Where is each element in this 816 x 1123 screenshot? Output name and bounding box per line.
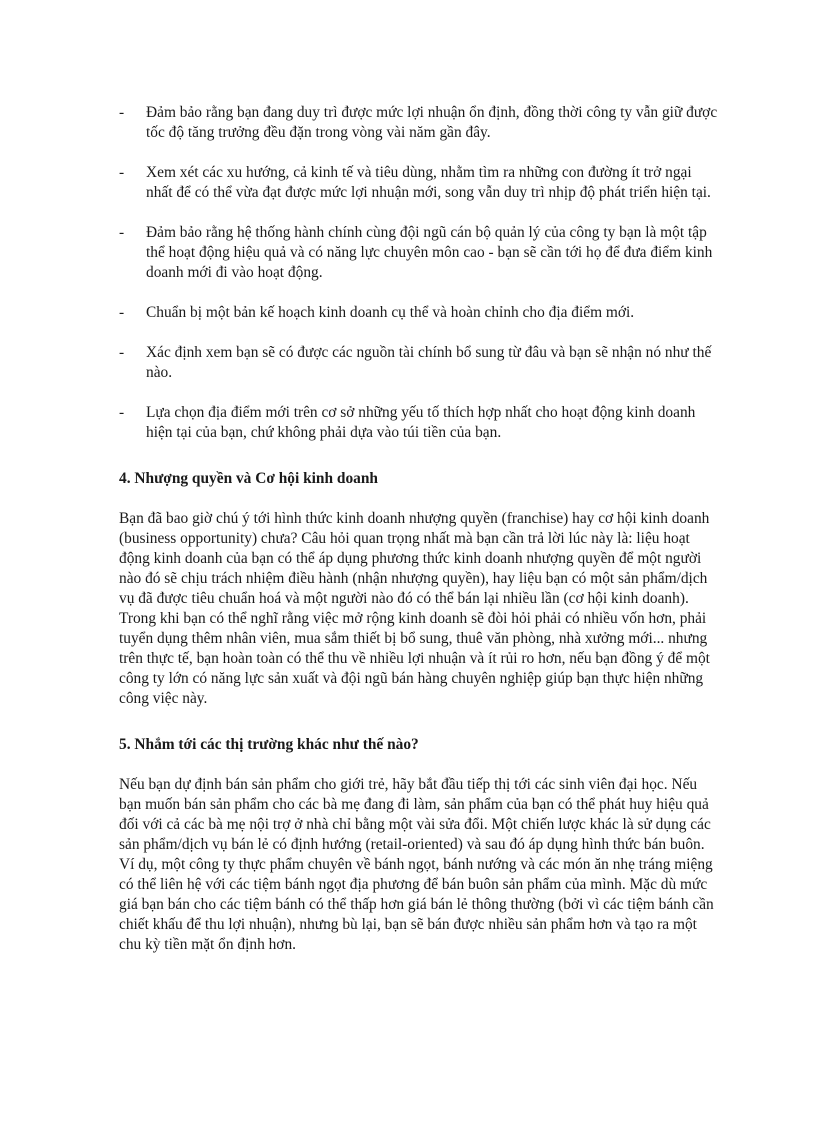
document-page	[119, 103, 719, 975]
bullet-item	[119, 343, 719, 383]
bullet-dash: -	[119, 304, 125, 321]
bullet-dash: -	[119, 404, 125, 421]
bullet-item	[119, 223, 719, 283]
bullet-item	[119, 403, 719, 443]
bullet-item	[119, 303, 719, 323]
bullet-text: Chuẩn bị một bản kế hoạch kinh doanh cụ thể và hoàn chỉnh cho địa điểm mới.	[146, 304, 635, 321]
bullet-text: Đảm bảo rằng bạn đang duy trì được mức lợi nhuận ổn định, đồng thời công ty vẫn giữ được tốc độ tăng trưởng đều đặn trong vòng vài năm gần đây.	[146, 104, 718, 141]
bullet-dash: -	[119, 224, 125, 241]
bullet-dash: -	[119, 104, 125, 121]
bullet-dash: -	[119, 164, 125, 181]
section-4-paragraph: Bạn đã bao giờ chú ý tới hình thức kinh doanh nhượng quyền (franchise) hay cơ hội kinh doanh (business opportunity) chưa? Câu hỏi quan trọng nhất mà bạn cần trả lời lúc này là: liệu hoạt động kinh doanh của bạn có thể áp dụng phương thức kinh doanh nhượng quyền để một người nào đó sẽ chịu trách nhiệm điều hành (nhận nhượng quyền), hay liệu bạn có một sản phẩm/dịch vụ đã được tiêu chuẩn hoá và một người nào đó có thể bán lại nhiều lần (cơ hội kinh doanh). Trong khi bạn có thể nghĩ rằng việc mở rộng kinh doanh sẽ đòi hỏi phải có nhiều vốn hơn, phải tuyển dụng thêm nhân viên, mua sắm thiết bị bổ sung, thuê văn phòng, nhà xưởng mới... nhưng trên thực tế, bạn hoàn toàn có thể thu về nhiều lợi nhuận và ít rủi ro hơn, nếu bạn đồng ý để một công ty lớn có năng lực sản xuất và đội ngũ bán hàng chuyên nghiệp giúp bạn thực hiện những công việc này.	[119, 510, 710, 707]
bullet-dash: -	[119, 344, 125, 361]
section-5-paragraph: Nếu bạn dự định bán sản phẩm cho giới trẻ, hãy bắt đầu tiếp thị tới các sinh viên đại học. Nếu bạn muốn bán sản phẩm cho các bà mẹ đang đi làm, sản phẩm của bạn có thể phát huy hiệu quả đối với cả các bà mẹ nội trợ ở nhà chỉ bằng một vài sửa đổi. Một chiến lược khác là sử dụng các sản phẩm/dịch vụ bán lẻ có định hướng (retail-oriented) và sau đó áp dụng hình thức bán buôn. Ví dụ, một công ty thực phẩm chuyên về bánh ngọt, bánh nướng và các món ăn nhẹ tráng miệng có thể liên hệ với các tiệm bánh ngọt địa phương để bán buôn sản phẩm của mình. Mặc dù mức giá bạn bán cho các tiệm bánh có thể thấp hơn giá bán lẻ thông thường (bởi vì các tiệm bánh cần chiết khấu để thu lợi nhuận), nhưng bù lại, bạn sẽ bán được nhiều sản phẩm hơn và tạo ra một chu kỳ tiền mặt ổn định hơn.	[119, 776, 714, 953]
bullet-item	[119, 103, 719, 143]
bullet-text: Đảm bảo rằng hệ thống hành chính cùng đội ngũ cán bộ quản lý của công ty bạn là một tập thể hoạt động hiệu quả và có năng lực chuyên môn cao - bạn sẽ cần tới họ để đưa điểm kinh doanh mới đi vào hoạt động.	[146, 224, 713, 281]
bullet-text: Lựa chọn địa điểm mới trên cơ sở những yếu tố thích hợp nhất cho hoạt động kinh doanh hiện tại của bạn, chứ không phải dựa vào túi tiền của bạn.	[146, 404, 696, 441]
section-5-heading: 5. Nhắm tới các thị trường khác như thế nào?	[119, 736, 419, 753]
bullet-text: Xác định xem bạn sẽ có được các nguồn tài chính bổ sung từ đâu và bạn sẽ nhận nó như thế nào.	[146, 344, 712, 381]
section-4-heading: 4. Nhượng quyền và Cơ hội kinh doanh	[119, 470, 378, 487]
bullet-text: Xem xét các xu hướng, cả kinh tế và tiêu dùng, nhằm tìm ra những con đường ít trở ngại nhất để có thể vừa đạt được mức lợi nhuận mới, song vẫn duy trì nhịp độ phát triển hiện tại.	[146, 164, 711, 201]
bullet-item	[119, 163, 719, 203]
